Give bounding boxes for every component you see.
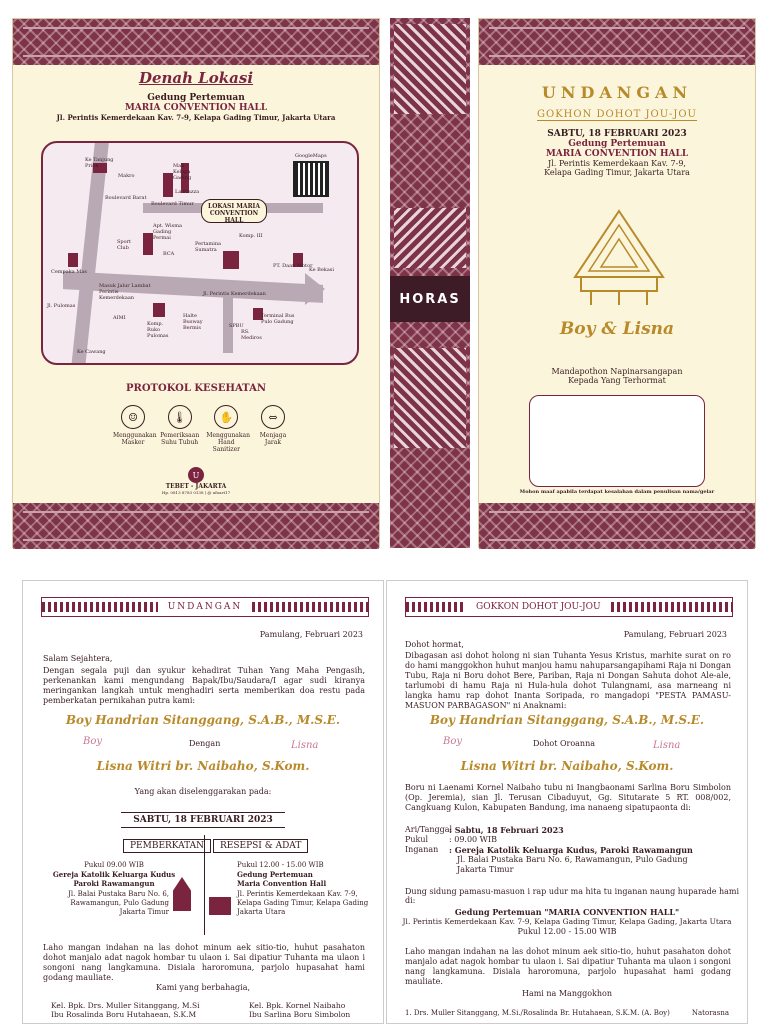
groom-signature: Boy (83, 736, 103, 747)
protocol-label: Menggunakan Hand Sanitizer (206, 432, 250, 453)
family-list-role: Natorasna (691, 1009, 729, 1017)
blessing-details (39, 861, 189, 917)
map-label: Terminal Bus Pulo Gadung (261, 313, 295, 325)
map-label: Sport Club (117, 239, 132, 251)
printer-logo-icon: U (188, 467, 204, 483)
family-right (249, 1001, 350, 1019)
greeting: Salam Sejahtera, (43, 654, 113, 663)
event-value: Jl. Balai Pustaka Baru No. 6, Rawamangun, Pulo Gadung (457, 855, 688, 864)
cover-subtitle: GOKHON DOHOT JOU-JOU (537, 109, 697, 120)
bride-name: Lisna Witri br. Naibaho, S.Kom. (96, 759, 310, 773)
sanitizer-icon: ✋ (214, 405, 238, 429)
family-left (51, 1001, 200, 1019)
cover-title: UNDANGAN (541, 83, 693, 102)
left-page (22, 580, 384, 1024)
map-label: Komp. Ruko Pulomas (147, 321, 169, 339)
blessing-time: Pukul 09.00 WIB (84, 861, 144, 869)
reception-addr3: Jakarta Utara (237, 908, 286, 916)
groom-signature: Boy (443, 736, 463, 747)
map-label: Jl. Pulomas (47, 303, 76, 309)
reception-title: RESEPSI & ADAT (213, 839, 308, 853)
cover-top-band (479, 19, 755, 65)
cover-note: Mohon maaf apabila terdapat kesalahan dalam penulisan nama/gelar (519, 489, 715, 495)
groom-name: Boy Handrian Sitanggang, S.A.B., M.S.E. (429, 713, 705, 727)
map-label: Jl. Perintis Kemerdekaan (203, 291, 266, 297)
map-label: Komp. III (239, 233, 263, 239)
blessing-addr3: Jakarta Timur (119, 908, 169, 916)
couple-monogram: Boy & Lisna (559, 319, 675, 339)
event-date: SABTU, 18 FEBRUARI 2023 (121, 812, 285, 828)
blessing-title: PEMBERKATAN (123, 839, 211, 853)
map-label: Apt. Wisma Gading Permai (153, 223, 182, 241)
event-value: : Gereja Katolik Keluarga Kudus, Paroki Rawamangun (449, 845, 693, 855)
regards: Hami na Manggokhon (521, 989, 613, 998)
connector: Dohot Oroanna (533, 739, 595, 748)
cover-venue: Gedung Pertemuan (568, 139, 666, 149)
map-label: Mall Kelapa Gading (173, 163, 192, 181)
printer-contact: Hp. 0813 8783 0138 | @ ufoart17 (161, 490, 231, 495)
reception-addr1: Jl. Perintis Kemerdekaan Kav. 7-9, (237, 890, 358, 898)
event-key: Pukul (405, 835, 429, 844)
map-label: Ke Bekasi (309, 267, 334, 273)
cover-venue-name: MARIA CONVENTION HALL (545, 149, 689, 159)
left-header (41, 597, 369, 617)
map-label: Ke Tanjung Priok (85, 157, 114, 169)
protocol-temp (160, 405, 200, 453)
protocol-title: PROTOKOL KESEHATAN (126, 383, 266, 394)
held-on: Yang akan diselenggarakan pada: (134, 787, 272, 796)
cover-panel (478, 18, 756, 548)
cover-date: SABTU, 18 FEBRUARI 2023 (547, 129, 687, 139)
recipient-name-box[interactable] (529, 395, 705, 487)
family-right-father: Kel. Bpk. Kornel Naibaho (249, 1001, 346, 1010)
protocol-label: Menggunakan Masker (113, 432, 157, 446)
continue-text: Dung sidung pamasu-masuon i rap udur ma hita tu inganan naung huparade hami di: (405, 887, 740, 905)
protocol-label: Pemeriksaan Suhu Tubuh (160, 432, 200, 446)
map-address: Jl. Perintis Kemerdekaan Kav. 7-9, Kelapa Gading Timur, Jakarta Utara (56, 113, 336, 122)
bride-name: Lisna Witri br. Naibaho, S.Kom. (460, 759, 674, 773)
place-date: Pamulang, Februari 2023 (623, 630, 727, 639)
batak-house-icon (571, 207, 667, 307)
event-key: Ari/Tanggal (405, 825, 453, 834)
map-label: Cempaka Mas (51, 269, 87, 275)
cover-address2: Kelapa Gading Timur, Jakarta Utara (544, 168, 690, 177)
event-value: : 09.00 WIB (449, 835, 497, 844)
reception-place: Gedung Pertemuan (237, 870, 313, 879)
thermometer-icon: 🌡 (168, 405, 192, 429)
distance-icon: ⇔ (261, 405, 285, 429)
intro-text: Dibagasan asi dohot holong ni sian Tuhanta Yesus Kristus, marhite surat on ro do hami manggokhon huhut manjou hamu nahuparsangapihami Raja ni Dongan Tubu, Raja ni Boru dohot Bere, Pariban, Raja ni Dongan Sahuta dohot Ale-ale, tarlumobi di hamu Raja ni Hula-hula dohot Tulangnami, asa marneang ni langka hamu rap dohot Inanta Soripada, ro mangadopi "PESTA PAMASU-MASUON PARBAGASON" ni Anaknami: (405, 651, 731, 710)
family-left-mother: Ibu Rosalinda Boru Hutahaean, S.K.M (51, 1010, 197, 1019)
spine (390, 18, 470, 548)
map-label: BCA (163, 251, 175, 257)
hall-icon (209, 897, 231, 915)
map-label: Masuk Jalur Lambat Perintis Kemerdekaan (99, 283, 151, 301)
map-label: Makro (118, 173, 135, 179)
protocol-label: Menjaga Jarak (259, 432, 287, 446)
connector: Dengan (189, 739, 221, 748)
event-value: : Sabtu, 18 Februari 2023 (449, 825, 564, 835)
blessing-place: Gereja Katolik Keluarga Kudus (52, 870, 176, 879)
protocol-mask (113, 405, 157, 453)
event-key: Inganan (405, 845, 439, 854)
groom-name: Boy Handrian Sitanggang, S.A.B., M.S.E. (65, 713, 341, 727)
protocol-sanitizer (206, 405, 250, 453)
reception-details (237, 861, 377, 917)
spine-label: HORAS (390, 276, 470, 322)
closing-text: Laho mangan indahan na las dohot minum aek sitio-tio, huhut pasahaton dohot manjalo adat nagok hombar tu ulaon i. Sai dipatiur Tuhanta ma ulaon i songoni nang langkamuna. Disiala haroromuna, parjolo hupasahat hami godang mauliate. (405, 947, 731, 986)
map-label: La Piazza (175, 189, 200, 195)
recipient-line2: Kepada Yang Terhormat (568, 376, 666, 385)
bottom-ornament-band (13, 503, 379, 549)
protocol-distance (253, 405, 293, 453)
blessing-addr2: Rawamangun, Pulo Gadung (70, 899, 169, 907)
map-label: Halte Busway Bermis (183, 313, 203, 331)
right-page (386, 580, 748, 1024)
map-label: Boulevard Barat (105, 195, 147, 201)
location-map[interactable] (41, 141, 359, 365)
event-details (405, 825, 693, 875)
googlemaps-label: GoogleMaps (295, 153, 327, 159)
family-left-father: Kel. Bpk. Drs. Muller Sitanggang, M.Si (51, 1001, 200, 1010)
reception-addr2: Kelapa Gading Timur, Kelapa Gading (237, 899, 369, 907)
right-header (405, 597, 733, 617)
intro-text: Dengan segala puji dan syukur kehadirat Tuhan Yang Maha Pengasih, perkenankan kami mengundang Bapak/Ibu/Saudara/I agar sudi kiranya meringankan langkah untuk menghadiri serta memberikan doa restu pada pemberkatan pernikahan putra kami: (43, 666, 365, 705)
lokasi-callout: LOKASI MARIA CONVENTION HALL (201, 199, 267, 223)
bride-origin: Boru ni Laenami Kornel Naibaho tubu ni Inangbaonami Sarlina Boru Simbolon (Op. Jeremia), sian Jl. Terusan Cibaduyut, Gg. Situtarate 5 RT. 008/002, Cangkuang Kulon, Kabupaten Bandung, ima nanaeng sipatupaonta di: (405, 783, 731, 812)
blessing-parish: Paroki Rawamangun (73, 879, 155, 888)
left-header-label: UNDANGAN (167, 602, 243, 612)
printer-name: TEBET - JAKARTA (165, 483, 227, 490)
hall-time: Pukul 12.00 - 15.00 WIB (517, 927, 617, 936)
event-value: Jakarta Timur (457, 865, 514, 874)
closing-text: Laho mangan indahan na las dohot minum aek sitio-tio, huhut pasahaton dohot manjalo adat nagok hombar tu ulaon i. Sai dipatiur Tuhanta ma ulaon i songoni nang langkamuna. Disiala haroromuna, parjolo hupasahat hami godang mauliate. (43, 943, 365, 982)
map-venue-name: MARIA CONVENTION HALL (124, 103, 268, 113)
map-label: Ke Cawang (77, 349, 106, 355)
map-venue: Gedung Pertemuan (147, 93, 245, 103)
map-label: SPBU (229, 323, 244, 329)
map-label: RS. Mediros (241, 329, 262, 341)
bride-signature: Lisna (291, 740, 319, 751)
map-title: Denah Lokasi (138, 69, 254, 87)
map-panel (12, 18, 380, 548)
recipient-line1: Mandapothon Napinarsangapan (551, 367, 683, 376)
place-date: Pamulang, Februari 2023 (259, 630, 363, 639)
cover-address1: Jl. Perintis Kemerdekaan Kav. 7-9, (548, 159, 686, 168)
hall-address: Jl. Perintis Kemerdekaan Kav. 7-9, Kelapa Gading Timur, Kelapa Gading, Jakarta Utara (402, 917, 732, 926)
qr-code[interactable] (293, 161, 329, 197)
right-header-label: GOKKON DOHOT JOU-JOU (476, 602, 601, 612)
mask-icon: ☺ (121, 405, 145, 429)
family-list-item: 1. Drs. Muller Sitanggang, M.Si./Rosalinda Br. Hutahaean, S.K.M. (A. Boy) (405, 1009, 670, 1017)
regards: Kami yang berbahagia, (155, 983, 251, 992)
bride-signature: Lisna (653, 740, 681, 751)
reception-time: Pukul 12.00 - 15.00 WIB (237, 861, 324, 869)
cover-bottom-band (479, 503, 755, 549)
greeting: Dohot hormat, (405, 640, 464, 649)
family-right-mother: Ibu Sarlina Boru Simbolon (249, 1010, 351, 1019)
map-label: AIMI (113, 315, 126, 321)
top-ornament-band (13, 19, 379, 65)
blessing-addr1: Jl. Balai Pustaka Baru No. 6, (68, 890, 169, 898)
map-label: Pertamina Sumatra (195, 241, 222, 253)
reception-hall: Maria Convention Hall (237, 879, 327, 888)
hall-name: Gedung Pertemuan "MARIA CONVENTION HALL" (454, 907, 680, 917)
map-label: Boulevard Timur (151, 201, 194, 207)
map-label: PT. Daan Motor (273, 263, 313, 269)
